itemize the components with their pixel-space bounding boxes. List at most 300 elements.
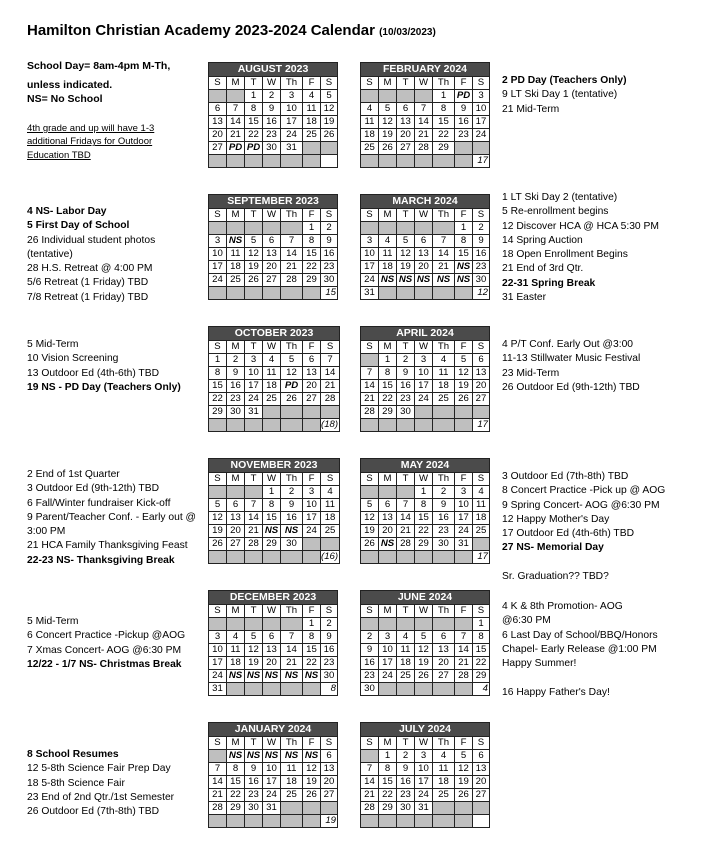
event-line: @6:30 PM <box>502 615 551 627</box>
empty-cell <box>379 486 397 499</box>
day-cell: 15 <box>433 116 455 129</box>
day-cell: 11 <box>397 644 415 657</box>
weekday-header: W <box>263 737 281 750</box>
empty-cell <box>415 618 433 631</box>
empty-cell <box>281 618 303 631</box>
event-line: 6 Fall/Winter fundraiser Kick-off <box>27 497 171 509</box>
empty-cell <box>379 222 397 235</box>
empty-cell <box>321 406 340 419</box>
weekday-header: T <box>245 473 263 486</box>
day-cell: 26 <box>379 142 397 155</box>
month-table-january-2024 <box>208 722 338 828</box>
day-cell: 7 <box>227 103 245 116</box>
day-cell: 24 <box>415 393 433 406</box>
empty-cell <box>455 815 473 828</box>
day-cell: 4 <box>379 235 397 248</box>
empty-cell <box>415 406 433 419</box>
day-cell: 15 <box>473 644 490 657</box>
day-cell: NS <box>433 274 455 287</box>
day-cell: 8 <box>263 499 281 512</box>
empty-cell <box>209 90 227 103</box>
empty-cell <box>281 222 303 235</box>
day-cell: 8 <box>209 367 227 380</box>
day-cell: 24 <box>209 274 227 287</box>
day-cell: 11 <box>321 499 340 512</box>
event-line: 10 Vision Screening <box>27 353 119 365</box>
weekday-header: S <box>209 473 227 486</box>
event-line: 4 NS- Labor Day <box>27 206 107 217</box>
weekday-header: T <box>397 473 415 486</box>
empty-cell <box>397 155 415 168</box>
day-cell: 3 <box>209 631 227 644</box>
day-cell: 14 <box>415 116 433 129</box>
day-cell: 24 <box>245 393 263 406</box>
day-cell: 16 <box>397 776 415 789</box>
empty-cell <box>415 551 433 564</box>
event-line: 9 Parent/Teacher Conf. - Early out @ <box>27 511 196 523</box>
day-cell: 22 <box>227 789 245 802</box>
empty-cell <box>209 287 227 300</box>
weekday-header: T <box>397 209 415 222</box>
day-cell: 11 <box>379 248 397 261</box>
weekday-header: T <box>397 341 415 354</box>
event-line: 22-23 NS- Thanksgiving Break <box>27 554 175 566</box>
month-name: SEPTEMBER 2023 <box>209 195 338 209</box>
weekday-header: W <box>415 473 433 486</box>
day-cell: 15 <box>245 116 263 129</box>
day-cell: 5 <box>397 235 415 248</box>
day-cell: 8 <box>379 763 397 776</box>
day-cell: 12 <box>321 103 338 116</box>
empty-cell <box>303 683 321 696</box>
day-cell: 25 <box>433 393 455 406</box>
empty-cell <box>263 815 281 828</box>
empty-cell <box>379 683 397 696</box>
day-cell: 5 <box>281 354 303 367</box>
weekday-header: T <box>397 77 415 90</box>
day-cell: 14 <box>227 116 245 129</box>
day-cell: 10 <box>209 644 227 657</box>
month-name: JANUARY 2024 <box>209 723 338 737</box>
day-cell: 22 <box>209 393 227 406</box>
empty-cell <box>455 142 473 155</box>
empty-cell <box>245 618 263 631</box>
day-cell: 8 <box>455 235 473 248</box>
day-cell: 29 <box>433 142 455 155</box>
day-cell: 6 <box>397 103 415 116</box>
day-cell: 6 <box>321 750 338 763</box>
day-cell: 17 <box>415 380 433 393</box>
empty-cell <box>361 155 379 168</box>
day-cell: 3 <box>209 235 227 248</box>
day-cell: NS <box>227 235 245 248</box>
day-cell: 21 <box>321 380 340 393</box>
december-events <box>27 615 185 672</box>
day-cell: 11 <box>361 116 379 129</box>
day-cell: 8 <box>379 367 397 380</box>
day-cell: 21 <box>415 129 433 142</box>
weekday-header: S <box>321 737 338 750</box>
day-cell: NS <box>397 274 415 287</box>
empty-cell <box>209 618 227 631</box>
day-cell: 2 <box>397 750 415 763</box>
day-cell: 13 <box>397 116 415 129</box>
empty-cell <box>379 419 397 432</box>
day-cell: 5 <box>361 499 379 512</box>
page-title <box>27 22 436 39</box>
day-cell: 18 <box>281 776 303 789</box>
day-cell: 23 <box>473 261 490 274</box>
day-cell: 7 <box>361 763 379 776</box>
weekday-header: W <box>415 77 433 90</box>
day-cell: 7 <box>361 367 379 380</box>
month-name: JULY 2024 <box>361 723 490 737</box>
empty-cell <box>455 551 473 564</box>
event-line: 5/6 Retreat (1 Friday) TBD <box>27 277 149 289</box>
month-name: AUGUST 2023 <box>209 63 338 77</box>
weekday-header: T <box>245 209 263 222</box>
empty-cell <box>227 815 245 828</box>
empty-cell <box>361 419 379 432</box>
empty-cell <box>415 222 433 235</box>
day-cell: 12 <box>245 644 263 657</box>
day-cell: 9 <box>361 644 379 657</box>
day-cell: 3 <box>415 750 433 763</box>
day-cell: 23 <box>397 393 415 406</box>
day-cell: 19 <box>415 657 433 670</box>
empty-cell <box>321 538 340 551</box>
day-cell: 16 <box>397 380 415 393</box>
empty-cell <box>361 222 379 235</box>
weekday-header: Th <box>281 605 303 618</box>
day-cell: 12 <box>361 512 379 525</box>
day-cell: 6 <box>209 103 227 116</box>
day-cell: 1 <box>303 222 321 235</box>
day-cell: 17 <box>361 261 379 274</box>
day-cell: 23 <box>227 393 245 406</box>
day-cell: 18 <box>433 776 455 789</box>
day-cell: 7 <box>433 235 455 248</box>
day-cell: 7 <box>455 631 473 644</box>
day-cell: NS <box>415 274 433 287</box>
day-cell: 28 <box>455 670 473 683</box>
day-cell: 27 <box>321 789 338 802</box>
day-cell: 2 <box>321 222 338 235</box>
day-cell: 6 <box>303 354 321 367</box>
event-line: 3:00 PM <box>27 526 66 538</box>
day-cell: 24 <box>263 789 281 802</box>
day-cell: 10 <box>263 763 281 776</box>
day-cell: 24 <box>303 525 321 538</box>
day-cell: 11 <box>227 644 245 657</box>
month-table-october-2023 <box>208 326 340 432</box>
school-day-count: 19 <box>321 815 338 828</box>
empty-cell <box>263 406 281 419</box>
day-cell: 7 <box>245 499 263 512</box>
weekday-header: W <box>415 341 433 354</box>
day-cell: 21 <box>281 657 303 670</box>
weekday-header: Th <box>433 605 455 618</box>
empty-cell <box>227 90 245 103</box>
empty-cell <box>433 419 455 432</box>
day-cell: 18 <box>361 129 379 142</box>
day-cell: 17 <box>209 261 227 274</box>
day-cell: 9 <box>473 235 490 248</box>
weekday-header: S <box>473 605 490 618</box>
day-cell: 30 <box>245 802 263 815</box>
event-line <box>502 671 658 685</box>
day-cell: 27 <box>473 393 490 406</box>
empty-cell <box>397 486 415 499</box>
day-cell: 18 <box>379 261 397 274</box>
day-cell: 27 <box>433 670 455 683</box>
day-cell: 19 <box>455 380 473 393</box>
empty-cell <box>397 90 415 103</box>
day-cell: 15 <box>379 380 397 393</box>
day-cell: 31 <box>281 142 303 155</box>
empty-cell <box>397 815 415 828</box>
empty-cell <box>209 815 227 828</box>
empty-cell <box>263 419 281 432</box>
weekday-header: F <box>303 341 321 354</box>
school-day-count: 4 <box>473 683 490 696</box>
day-cell: 20 <box>263 261 281 274</box>
weekday-header: Th <box>433 473 455 486</box>
weekday-header: S <box>473 737 490 750</box>
day-cell: 5 <box>455 750 473 763</box>
day-cell: 10 <box>379 644 397 657</box>
event-line: 26 Outdoor Ed (9th-12th) TBD <box>502 381 640 393</box>
weekday-header: F <box>303 473 321 486</box>
weekday-header: M <box>227 605 245 618</box>
empty-cell <box>245 815 263 828</box>
event-line: 8 Concert Practice -Pick up @ AOG <box>502 485 666 497</box>
weekday-header: S <box>321 77 338 90</box>
weekday-header: T <box>397 605 415 618</box>
day-cell: 24 <box>209 670 227 683</box>
event-line: 2 PD Day (Teachers Only) <box>502 75 627 86</box>
weekday-header: W <box>415 209 433 222</box>
empty-cell <box>263 683 281 696</box>
day-cell: 26 <box>303 789 321 802</box>
empty-cell <box>397 287 415 300</box>
day-cell: 11 <box>473 499 490 512</box>
day-cell: 18 <box>433 380 455 393</box>
day-cell: 3 <box>303 486 321 499</box>
weekday-header: S <box>361 77 379 90</box>
event-line: 12 5-8th Science Fair Prep Day <box>27 763 171 775</box>
day-cell: 1 <box>245 90 263 103</box>
day-cell: 8 <box>303 235 321 248</box>
empty-cell <box>303 538 321 551</box>
weekday-header: M <box>227 737 245 750</box>
empty-cell <box>209 419 227 432</box>
weekday-header: F <box>455 341 473 354</box>
day-cell: 4 <box>303 90 321 103</box>
day-cell: 9 <box>321 235 338 248</box>
event-line: 5 Re-enrollment begins <box>502 206 609 218</box>
day-cell: 25 <box>303 129 321 142</box>
day-cell: 20 <box>473 776 490 789</box>
day-cell: 13 <box>263 248 281 261</box>
day-cell: 22 <box>303 657 321 670</box>
day-cell: NS <box>245 750 263 763</box>
april-events <box>502 338 640 395</box>
weekday-header: M <box>379 737 397 750</box>
day-cell: NS <box>245 670 263 683</box>
day-cell: 22 <box>415 525 433 538</box>
november-events <box>27 468 196 568</box>
empty-cell <box>321 142 338 155</box>
day-cell: 22 <box>303 261 321 274</box>
month-table-may-2024 <box>360 458 490 564</box>
month-table-september-2023 <box>208 194 338 300</box>
day-cell: 24 <box>473 129 490 142</box>
day-cell: 18 <box>321 512 340 525</box>
day-cell: 10 <box>473 103 490 116</box>
day-cell: 9 <box>263 103 281 116</box>
day-cell: 14 <box>397 512 415 525</box>
empty-cell <box>397 618 415 631</box>
empty-cell <box>245 155 263 168</box>
day-cell: 11 <box>433 763 455 776</box>
day-cell: 1 <box>263 486 281 499</box>
day-cell: 29 <box>209 406 227 419</box>
day-cell: 23 <box>361 670 379 683</box>
empty-cell <box>209 486 227 499</box>
empty-cell <box>433 287 455 300</box>
note-line-3: Education TBD <box>27 149 91 161</box>
day-cell: 3 <box>379 631 397 644</box>
day-cell: 4 <box>473 486 490 499</box>
day-cell: 14 <box>321 367 340 380</box>
day-cell: 25 <box>473 525 490 538</box>
event-line: 28 H.S. Retreat @ 4:00 PM <box>27 263 153 275</box>
weekday-header: M <box>379 341 397 354</box>
day-cell: 19 <box>455 776 473 789</box>
day-cell: 1 <box>473 618 490 631</box>
info-line-3: NS= No School <box>27 93 103 106</box>
title-date: (10/03/2023) <box>379 27 436 38</box>
weekday-header: S <box>209 737 227 750</box>
day-cell: 14 <box>245 512 263 525</box>
day-cell: 2 <box>433 486 455 499</box>
weekday-header: M <box>379 605 397 618</box>
day-cell: 16 <box>433 512 455 525</box>
weekday-header: F <box>455 737 473 750</box>
weekday-header: S <box>361 341 379 354</box>
day-cell: 8 <box>433 103 455 116</box>
day-cell: 21 <box>227 129 245 142</box>
outdoor-ed-note <box>27 122 154 162</box>
empty-cell <box>361 486 379 499</box>
may-events <box>502 470 665 584</box>
weekday-header: S <box>209 209 227 222</box>
day-cell: 16 <box>361 657 379 670</box>
title-text: Hamilton Christian Academy 2023-2024 Calendar <box>27 22 375 39</box>
school-day-info <box>27 59 170 107</box>
day-cell: 1 <box>379 750 397 763</box>
event-line: 7/8 Retreat (1 Friday) TBD <box>27 291 149 303</box>
day-cell: 29 <box>415 538 433 551</box>
day-cell: NS <box>263 525 281 538</box>
day-cell: 2 <box>397 354 415 367</box>
day-cell: 28 <box>281 274 303 287</box>
day-cell: 1 <box>209 354 227 367</box>
day-cell: 21 <box>281 261 303 274</box>
event-line: 5 Mid-Term <box>27 339 79 350</box>
day-cell: PD <box>281 380 303 393</box>
month-name: DECEMBER 2023 <box>209 591 338 605</box>
weekday-header: Th <box>433 341 455 354</box>
event-line: 4 P/T Conf. Early Out @3:00 <box>502 339 634 350</box>
day-cell: 22 <box>433 129 455 142</box>
day-cell: 17 <box>455 512 473 525</box>
weekday-header: W <box>263 605 281 618</box>
empty-cell <box>433 618 455 631</box>
event-line: 14 Spring Auction <box>502 234 583 246</box>
day-cell: 27 <box>263 274 281 287</box>
month-table-december-2023 <box>208 590 338 696</box>
day-cell: 2 <box>473 222 490 235</box>
day-cell: 24 <box>415 789 433 802</box>
day-cell: 22 <box>379 393 397 406</box>
day-cell: 14 <box>361 380 379 393</box>
day-cell: 17 <box>473 116 490 129</box>
school-day-count: 8 <box>321 683 338 696</box>
day-cell: 25 <box>397 670 415 683</box>
event-line: 4 K & 8th Promotion- AOG <box>502 601 623 612</box>
day-cell: NS <box>303 670 321 683</box>
day-cell: 13 <box>473 763 490 776</box>
empty-cell <box>303 406 321 419</box>
event-line: 26 Individual student photos <box>27 234 156 246</box>
day-cell: 2 <box>361 631 379 644</box>
empty-cell <box>245 287 263 300</box>
day-cell: 21 <box>433 261 455 274</box>
weekday-header: S <box>361 209 379 222</box>
day-cell: 25 <box>321 525 340 538</box>
empty-cell <box>415 90 433 103</box>
day-cell: 5 <box>321 90 338 103</box>
empty-cell <box>361 815 379 828</box>
day-cell: 20 <box>263 657 281 670</box>
day-cell: 15 <box>455 248 473 261</box>
day-cell: 14 <box>361 776 379 789</box>
day-cell: 10 <box>455 499 473 512</box>
empty-cell <box>397 683 415 696</box>
day-cell: 31 <box>263 802 281 815</box>
day-cell: 12 <box>303 763 321 776</box>
empty-cell <box>281 287 303 300</box>
day-cell: 28 <box>245 538 263 551</box>
day-cell: 30 <box>321 670 338 683</box>
day-cell: 17 <box>303 512 321 525</box>
day-cell: 20 <box>473 380 490 393</box>
day-cell: 26 <box>209 538 227 551</box>
day-cell: NS <box>455 261 473 274</box>
day-cell: 7 <box>281 235 303 248</box>
day-cell: 16 <box>281 512 303 525</box>
day-cell: 12 <box>415 644 433 657</box>
day-cell: 15 <box>227 776 245 789</box>
day-cell: 3 <box>415 354 433 367</box>
day-cell: 23 <box>263 129 281 142</box>
day-cell: 5 <box>245 631 263 644</box>
event-line: Sr. Graduation?? TBD? <box>502 571 609 583</box>
day-cell: 29 <box>303 274 321 287</box>
empty-cell <box>281 551 303 564</box>
